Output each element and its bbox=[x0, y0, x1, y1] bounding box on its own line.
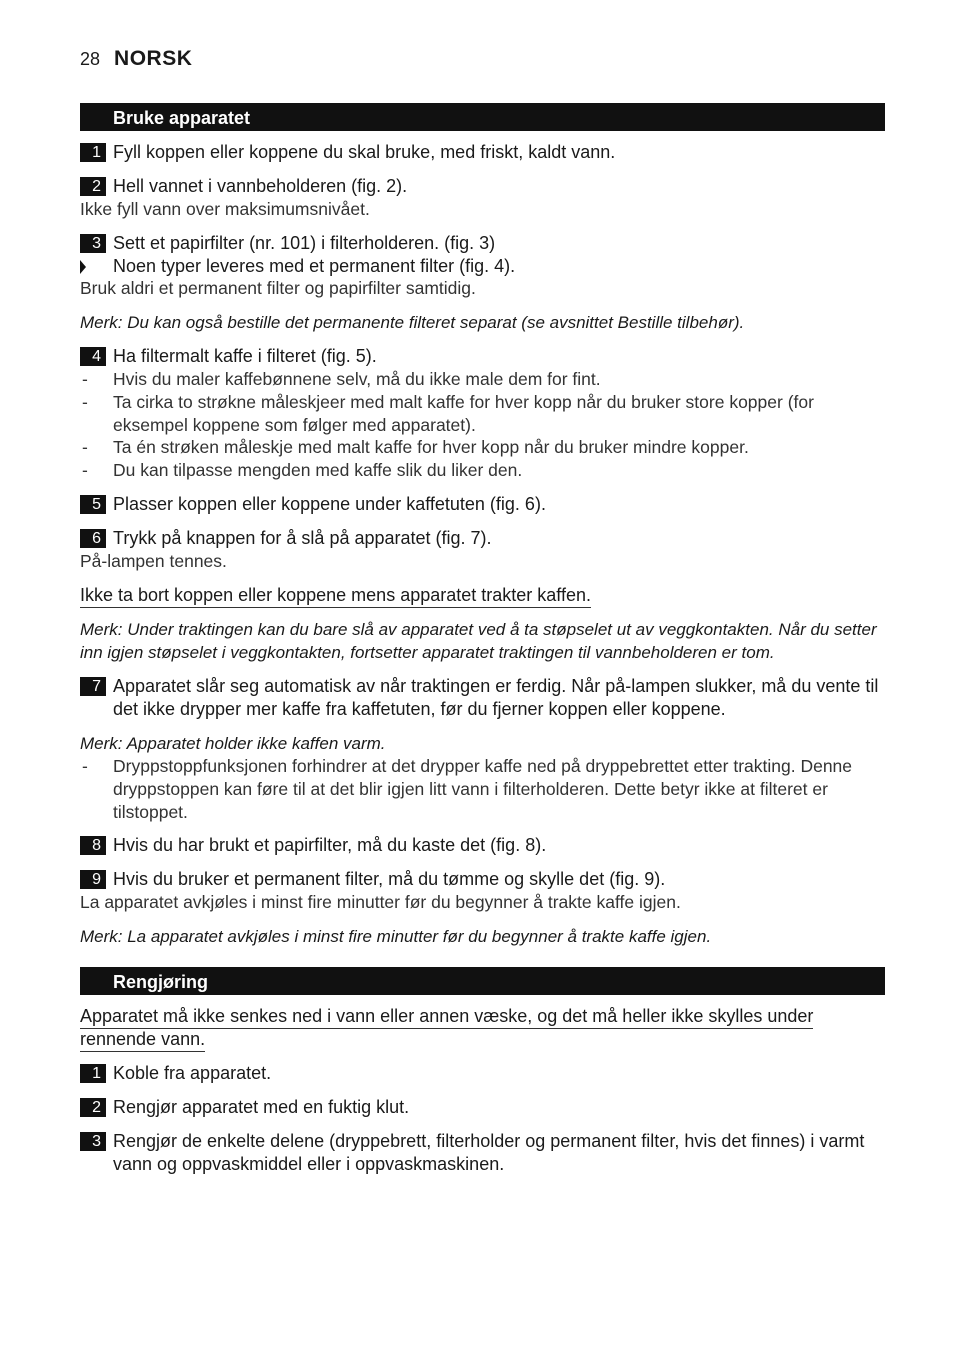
step-text: Plasser koppen eller koppene under kaffetuten (fig. 6). bbox=[113, 494, 546, 514]
list-item: - Hvis du maler kaffebønnene selv, må du ikke male dem for fint. bbox=[82, 369, 601, 389]
language-heading: NORSK bbox=[114, 47, 193, 70]
step-3 bbox=[80, 232, 885, 255]
list-item: - Du kan tilpasse mengden med kaffe slik du liker den. bbox=[82, 460, 523, 480]
step-3-bullet bbox=[80, 255, 885, 278]
step-number: 1 bbox=[80, 1064, 106, 1083]
step-text: Rengjør apparatet med en fuktig klut. bbox=[113, 1097, 410, 1117]
step-text: Hell vannet i vannbeholderen (fig. 2). bbox=[113, 176, 408, 196]
step-number: 9 bbox=[80, 870, 106, 889]
list-item: - Ta én strøken måleskje med malt kaffe for hver kopp når du bruker mindre kopper. bbox=[82, 437, 749, 457]
list-item: - Ta cirka to strøkne måleskjeer med malt kaffe for hver kopp når du bruker store kopper (for eksempel koppene som følger med apparatet). bbox=[82, 392, 814, 435]
step-4 bbox=[80, 345, 885, 368]
step-3-detail: Bruk aldri et permanent filter og papirfilter samtidig. bbox=[80, 278, 476, 298]
step-number: 2 bbox=[80, 177, 106, 196]
step-text: Trykk på knappen for å slå på apparatet (fig. 7). bbox=[113, 528, 492, 548]
page-header bbox=[80, 47, 192, 75]
step-number: 8 bbox=[80, 836, 106, 855]
cleaning-step-1 bbox=[80, 1062, 885, 1085]
note-unplug: Merk: Under traktingen kan du bare slå av apparatet ved å ta støpselet ut av veggkontakten. Når du setter inn igjen støpselet i veggkontakten, fortsetter apparatet traktingen til vannbeholderen er tom. bbox=[80, 620, 877, 662]
step-text: Sett et papirfilter (nr. 101) i filterholderen. (fig. 3) bbox=[113, 233, 496, 253]
step-number: 7 bbox=[80, 677, 106, 696]
step-text: Koble fra apparatet. bbox=[113, 1063, 272, 1083]
step-2-detail: Ikke fyll vann over maksimumsnivået. bbox=[80, 199, 370, 219]
step-8 bbox=[80, 834, 885, 857]
step-text: Rengjør de enkelte delene (dryppebrett, filterholder og permanent filter, hvis det finnes) i varmt vann og oppvaskmiddel eller i oppvaskmaskinen. bbox=[113, 1131, 865, 1174]
step-number: 6 bbox=[80, 529, 106, 548]
step-number: 2 bbox=[80, 1098, 106, 1117]
section-title-rengjoring: Rengjøring bbox=[80, 967, 885, 995]
step-1 bbox=[80, 141, 885, 164]
section-title-bruke-apparatet: Bruke apparatet bbox=[80, 103, 885, 131]
step-text: Fyll koppen eller koppene du skal bruke, med friskt, kaldt vann. bbox=[113, 142, 616, 162]
list-item: - Dryppstoppfunksjonen forhindrer at det drypper kaffe ned på dryppebrettet etter trakting. Denne dryppstoppen kan føre til at det blir igjen litt vann i filterholderen. Dette betyr ikke at filteret er tilstoppet. bbox=[82, 756, 853, 822]
step-text: Ha filtermalt kaffe i filteret (fig. 5). bbox=[113, 346, 377, 366]
note-keep-warm: Merk: Apparatet holder ikke kaffen varm. bbox=[80, 734, 386, 753]
step-number: 4 bbox=[80, 347, 106, 366]
step-9-detail: La apparatet avkjøles i minst fire minutter før du begynner å trakte kaffe igjen. bbox=[80, 892, 681, 912]
cleaning-step-3 bbox=[80, 1130, 885, 1176]
step-text: Hvis du har brukt et papirfilter, må du kaste det (fig. 8). bbox=[113, 835, 547, 855]
note-permanent-filter: Merk: Du kan også bestille det permanente filteret separat (se avsnittet Bestille tilbehør). bbox=[80, 313, 745, 332]
step-5 bbox=[80, 493, 885, 516]
step-6 bbox=[80, 527, 885, 550]
step-number: 3 bbox=[80, 234, 106, 253]
warning-immerse: Apparatet må ikke senkes ned i vann eller annen væske, og det må heller ikke skylles under bbox=[80, 1005, 813, 1028]
bullet-text: Noen typer leveres med et permanent filter (fig. 4). bbox=[113, 256, 516, 276]
step-7 bbox=[80, 675, 885, 721]
step-2 bbox=[80, 175, 885, 198]
cleaning-step-2 bbox=[80, 1096, 885, 1119]
page-number: 28 bbox=[80, 49, 101, 69]
warning-cups: Ikke ta bort koppen eller koppene mens apparatet trakter kaffen. bbox=[80, 584, 591, 607]
bullet-icon bbox=[80, 260, 86, 274]
warning-immerse-line2: rennende vann. bbox=[80, 1028, 205, 1051]
note-cool-down: Merk: La apparatet avkjøles i minst fire minutter før du begynner å trakte kaffe igjen. bbox=[80, 927, 712, 946]
step-number: 1 bbox=[80, 143, 106, 162]
step-number: 5 bbox=[80, 495, 106, 514]
step-text: Hvis du bruker et permanent filter, må du tømme og skylle det (fig. 9). bbox=[113, 869, 666, 889]
step-number: 3 bbox=[80, 1132, 106, 1151]
step-9 bbox=[80, 868, 885, 891]
step-text: Apparatet slår seg automatisk av når traktingen er ferdig. Når på-lampen slukker, må du vente til det ikke drypper mer kaffe fra kaffetuten, før du fjerner koppen eller koppene. bbox=[113, 676, 879, 719]
step-6-detail: På-lampen tennes. bbox=[80, 551, 227, 571]
